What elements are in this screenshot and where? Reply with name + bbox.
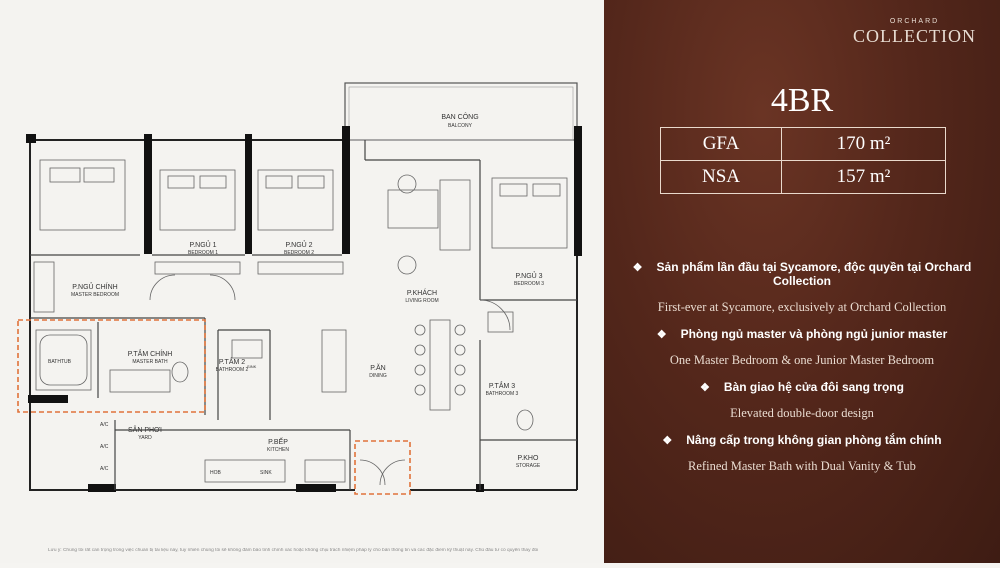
label-ac-3: A/C [100, 466, 109, 472]
label-bathroom-3-en: BATHROOM 3 [485, 391, 519, 397]
label-yard-en: YARD [138, 435, 152, 441]
label-master-bedroom: P.NGỦ CHÍNH [72, 284, 118, 291]
feature-item [604, 433, 1000, 474]
diamond-bullet-icon: ❖ [700, 382, 710, 394]
area-row [661, 161, 946, 194]
brand-big: COLLECTION [853, 26, 976, 46]
feature-item [604, 380, 1000, 421]
label-ac-1: A/C [100, 422, 109, 428]
feature-vi: Bàn giao hệ cửa đôi sang trọng [723, 380, 904, 394]
area-value: 157 m² [782, 161, 946, 194]
label-bathroom-3: P.TẮM 3 [488, 383, 516, 390]
label-bedroom-2: P.NGỦ 2 [285, 242, 313, 249]
diamond-bullet-icon: ❖ [662, 435, 673, 447]
label-bathroom-2: P.TẮM 2 [218, 359, 246, 366]
label-master-bath: P.TẮM CHÍNH [127, 351, 173, 358]
feature-en: Refined Master Bath with Dual Vanity & Tub [688, 459, 916, 473]
label-bathroom-2-en: BATHROOM 2 [215, 367, 249, 373]
label-kitchen-sink: SINK [260, 470, 272, 476]
label-sink: SINK [247, 364, 257, 369]
area-label: GFA [661, 128, 782, 161]
label-living-room: P.KHÁCH [406, 290, 438, 297]
feature-vi: Nâng cấp trong không gian phòng tắm chính [686, 433, 942, 447]
feature-en: First-ever at Sycamore, exclusively at Orchard Collection [657, 300, 947, 314]
label-hob: HOB [210, 470, 221, 476]
feature-list [604, 260, 1000, 486]
label-storage: P.KHO [517, 455, 539, 462]
feature-en: Elevated double-door design [730, 406, 874, 420]
label-bedroom-1: P.NGỦ 1 [189, 242, 217, 249]
label-bedroom-3-en: BEDROOM 3 [513, 281, 545, 287]
diamond-bullet-icon: ❖ [632, 262, 643, 274]
label-kitchen: P.BẾP [268, 439, 288, 446]
area-table [660, 127, 946, 194]
label-bedroom-2-en: BEDROOM 2 [283, 250, 315, 256]
label-kitchen-en: KITCHEN [267, 447, 289, 453]
label-bedroom-1-en: BEDROOM 1 [187, 250, 219, 256]
label-living-room-en: LIVING ROOM [405, 298, 439, 304]
feature-en: One Master Bedroom & one Junior Master Bedroom [669, 353, 935, 367]
label-dining: P.ĂN [370, 365, 386, 372]
area-row [661, 128, 946, 161]
unit-type-title: 4BR [770, 82, 834, 119]
label-bedroom-3: P.NGỦ 3 [515, 273, 543, 280]
brand-logo [853, 18, 976, 47]
label-master-bedroom-en: MASTER BEDROOM [70, 292, 120, 298]
brand-small: ORCHARD [889, 18, 940, 25]
label-dining-en: DINING [369, 373, 387, 379]
disclaimer: Lưu ý: Chúng tôi rất cẩn trọng trong việc chuẩn bị tài liệu này, tuy nhiên chúng tôi sẽ không đảm bảo tính chính xác hoặc không chịu trách nhiệm pháp lý cho bản thông tin và các đặc điểm kỹ thuật này. Chủ đầu tư có quyền thay đổi [48, 548, 539, 553]
label-yard: SÂN PHƠI [127, 427, 163, 434]
label-ac-2: A/C [100, 444, 109, 450]
area-value: 170 m² [782, 128, 946, 161]
label-balcony: BAN CÔNG [441, 114, 479, 121]
label-master-bath-en: MASTER BATH [132, 359, 168, 365]
diamond-bullet-icon: ❖ [656, 329, 667, 341]
feature-vi: Phòng ngủ master và phòng ngủ junior master [680, 327, 948, 341]
info-panel [604, 0, 1000, 563]
label-balcony-en: BALCONY [448, 123, 472, 129]
area-label: NSA [661, 161, 782, 194]
feature-item [604, 327, 1000, 368]
label-storage-en: STORAGE [515, 463, 541, 469]
feature-item [604, 260, 1000, 315]
feature-vi: Sản phẩm lần đầu tại Sycamore, độc quyền tại Orchard Collection [656, 260, 972, 288]
label-bathtub: BATHTUB [48, 359, 71, 365]
